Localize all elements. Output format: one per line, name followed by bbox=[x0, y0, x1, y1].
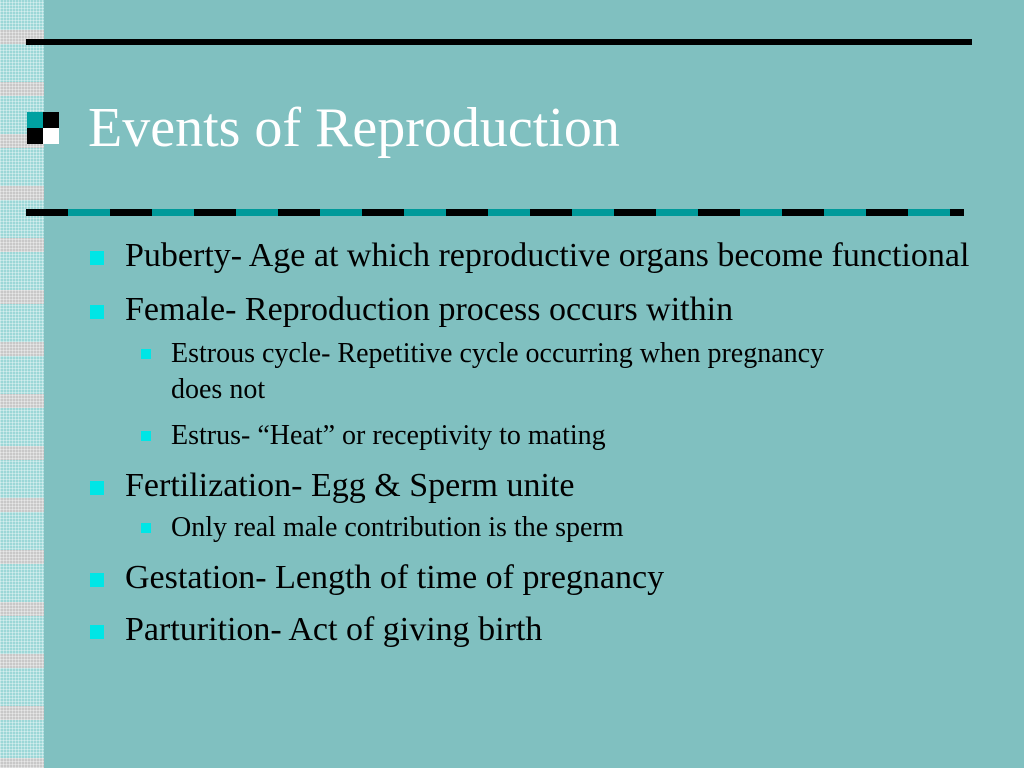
bullet-text: Gestation- Length of time of pregnancy bbox=[125, 559, 665, 596]
square-bullet-icon bbox=[90, 305, 104, 319]
square-bullet-icon bbox=[141, 349, 151, 359]
square-bullet-icon bbox=[90, 251, 104, 265]
bullet-text: Fertilization- Egg & Sperm unite bbox=[125, 467, 575, 504]
bullet-item bbox=[88, 290, 988, 330]
sub-bullet-item bbox=[88, 510, 988, 546]
bullet-item bbox=[88, 236, 988, 276]
bullet-item bbox=[88, 610, 988, 650]
bullet-text: Female- Reproduction process occurs within bbox=[125, 291, 734, 328]
square-bullet-icon bbox=[90, 481, 104, 495]
square-bullet-icon bbox=[90, 573, 104, 587]
bullet-text: Estrous cycle- Repetitive cycle occurring when pregnancy does not bbox=[171, 338, 825, 405]
square-bullet-icon bbox=[90, 625, 104, 639]
bullet-text: Puberty- Age at which reproductive organs become functional bbox=[125, 237, 970, 274]
sub-bullet-item bbox=[88, 336, 871, 408]
sub-bullet-item bbox=[88, 418, 988, 454]
bullet-item bbox=[88, 558, 988, 598]
bullet-text: Parturition- Act of giving birth bbox=[125, 611, 543, 648]
bullet-item bbox=[88, 466, 988, 506]
title-bullet-icon bbox=[27, 112, 59, 144]
square-bullet-icon bbox=[141, 523, 151, 533]
square-bullet-icon bbox=[141, 431, 151, 441]
dashed-divider bbox=[26, 209, 964, 216]
top-rule bbox=[26, 39, 972, 45]
bullet-text: Only real male contribution is the sperm bbox=[171, 512, 624, 543]
bullet-list bbox=[88, 236, 988, 650]
slide-title: Events of Reproduction bbox=[88, 97, 620, 159]
bullet-text: Estrus- “Heat” or receptivity to mating bbox=[171, 420, 606, 451]
